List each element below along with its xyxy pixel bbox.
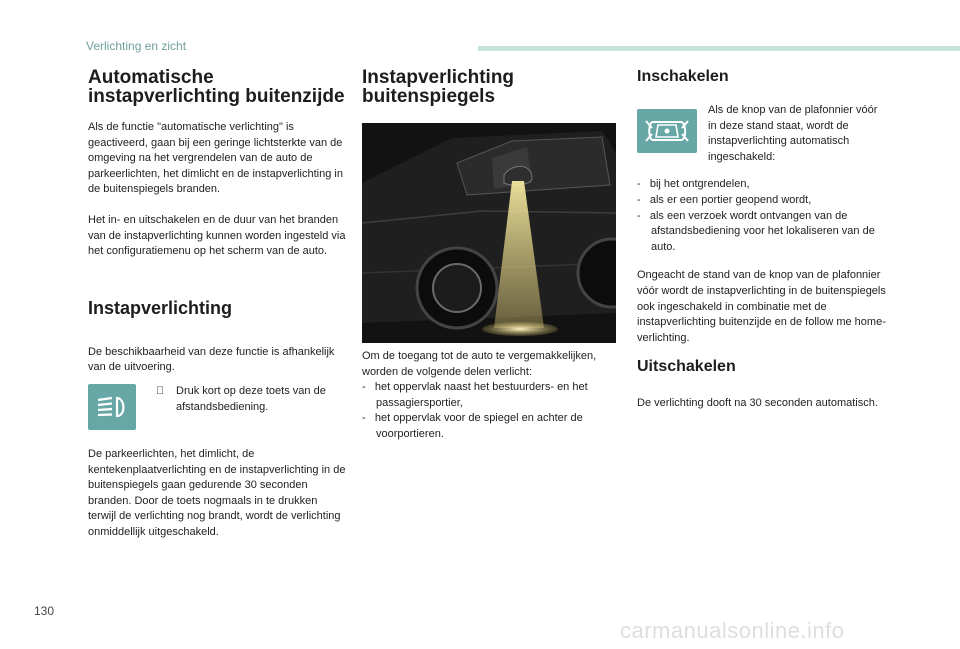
watermark: carmanualsonline.info: [620, 618, 845, 643]
list-item: - als er een portier geopend wordt,: [637, 193, 812, 206]
heading-inschakelen: Inschakelen: [637, 68, 729, 85]
title-mirrors: [362, 68, 620, 106]
title-line-2: instapverlichting buitenzijde: [88, 86, 345, 107]
para-access-intro: Om de toegang tot de auto te vergemakkelijken, worden de volgende delen verlicht:: [362, 350, 597, 378]
column-middle: [362, 68, 620, 443]
list-item: - bij het ontgrendelen,: [637, 178, 750, 191]
para-auto-lighting: Als de functie "automatische verlichting" is geactiveerd, gaan bij een geringe lichtsterkte van de omgeving na het vergrendelen van de auto de parkeerlichten, het dimlicht en de instapverlichting in de buitenspiegels branden.: [88, 121, 343, 196]
title-line-1: Instapverlichting: [362, 67, 515, 88]
header-bar: [478, 46, 960, 51]
list-item: - het oppervlak naast het bestuurders- en het passagiersportier,: [362, 381, 588, 409]
headlamp-icon: [88, 384, 136, 430]
para-parking-lights: De parkeerlichten, het dimlicht, de kentekenplaatverlichting en de instapverlichting in de buitenspiegels gaan gedurende 30 seconden branden. Door de toets nogmaals in te drukken terwijl de verlichting nog brandt, wordt de verlichting onmiddellijk uitgeschakeld.: [88, 447, 346, 538]
para-regardless: Ongeacht de stand van de knop van de plafonnier vóór wordt de instapverlichting in de buitenspiegels ook ingeschakeld in combinatie met de instapverlichting buitenzijde en de follow me home-verlichting.: [637, 269, 886, 344]
remote-tip: [88, 384, 346, 434]
para-switch-off: De verlichting dooft na 30 seconden automatisch.: [637, 397, 878, 410]
tip-text: Druk kort op deze toets van de afstandsbediening.: [176, 384, 326, 413]
heading-instapverlichting: Instapverlichting: [88, 297, 233, 318]
para-availability: De beschikbaarheid van deze functie is afhankelijk van de uitvoering.: [88, 345, 335, 374]
column-right: [637, 68, 893, 412]
column-left: [88, 68, 346, 541]
page-number: 130: [34, 604, 55, 618]
title-line-1: Automatische: [88, 67, 214, 88]
ceiling-switch-block: [637, 103, 893, 165]
title-line-2: buitenspiegels: [362, 86, 496, 107]
lit-areas-list: [362, 380, 620, 442]
car-mirror-light-photo: [362, 123, 616, 343]
list-item: - het oppervlak voor de spiegel en achter de voorportieren.: [362, 412, 583, 440]
heading-uitschakelen: Uitschakelen: [637, 358, 736, 376]
activation-list: [637, 177, 893, 255]
tip-text-block: [156, 384, 346, 434]
tip-marker: [156, 384, 176, 434]
title-automatic: [88, 68, 346, 106]
car-doors-icon: [637, 109, 697, 153]
section-title: Verlichting en zicht: [86, 39, 187, 53]
list-item: - als een verzoek wordt ontvangen van de afstandsbediening voor het lokaliseren van de auto.: [637, 209, 875, 253]
para-configuration: Het in- en uitschakelen en de duur van het branden van de instapverlichting kunnen worden ingesteld via het configuratiemenu op het scherm van de auto.: [88, 213, 346, 258]
ceiling-switch-text: Als de knop van de plafonnier vóór in deze stand staat, wordt de instapverlichting automatisch ingeschakeld:: [708, 104, 878, 163]
